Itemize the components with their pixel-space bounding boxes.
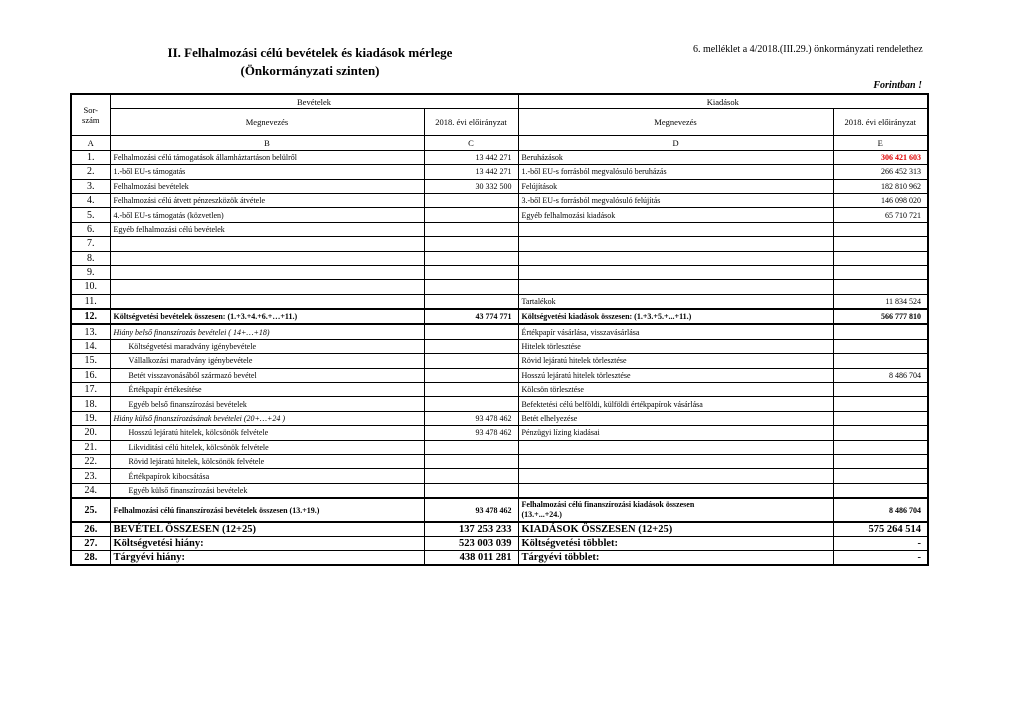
row-number: 5.	[71, 208, 110, 222]
row-number: 20.	[71, 426, 110, 440]
expense-name: Értékpapír vásárlása, visszavásárlása	[518, 324, 833, 339]
revenue-name: Hosszú lejáratú hitelek, kölcsönök felvétele	[110, 426, 424, 440]
row-number: 22.	[71, 454, 110, 468]
row-number: 18.	[71, 397, 110, 411]
revenue-value	[424, 368, 518, 382]
row-number: 3.	[71, 179, 110, 193]
header-letters-row	[71, 136, 928, 150]
expense-value	[833, 397, 928, 411]
table-row	[71, 383, 928, 397]
expense-name: 1.-ből EU-s forrásból megvalósuló beruházás	[518, 165, 833, 179]
revenue-value	[424, 339, 518, 353]
expense-name: Egyéb felhalmozási kiadások	[518, 208, 833, 222]
revenue-name	[110, 294, 424, 309]
table-row	[71, 411, 928, 425]
revenue-name: Felhalmozási bevételek	[110, 179, 424, 193]
row-number: 16.	[71, 368, 110, 382]
expense-value: -	[833, 551, 928, 566]
row-number: 7.	[71, 237, 110, 251]
expense-value: -	[833, 537, 928, 551]
row-number: 13.	[71, 324, 110, 339]
revenue-name: Likviditási célú hitelek, kölcsönök felvétele	[110, 440, 424, 454]
table-row	[71, 426, 928, 440]
table-row	[71, 483, 928, 498]
revenue-value	[424, 280, 518, 294]
revenue-name: Egyéb külső finanszírozási bevételek	[110, 483, 424, 498]
header-row-2	[71, 109, 928, 136]
table-row	[71, 237, 928, 251]
table-row	[71, 354, 928, 368]
header-bevetelek: Bevételek	[110, 94, 518, 109]
expense-value: 65 710 721	[833, 208, 928, 222]
row-number: 12.	[71, 309, 110, 324]
expense-value: 566 777 810	[833, 309, 928, 324]
row-number: 28.	[71, 551, 110, 566]
table-row	[71, 251, 928, 265]
expense-value: 8 486 704	[833, 368, 928, 382]
revenue-value	[424, 454, 518, 468]
title-line-2: (Önkormányzati szinten)	[240, 63, 380, 78]
revenue-value	[424, 237, 518, 251]
expense-name: Beruházások	[518, 150, 833, 164]
revenue-name: Felhalmozási célú átvett pénzeszközök átvétele	[110, 193, 424, 207]
row-number: 24.	[71, 483, 110, 498]
revenue-name: Felhalmozási célú támogatások államháztartáson belülről	[110, 150, 424, 164]
revenue-name: Hiány belső finanszírozás bevételei ( 14+…+18)	[110, 324, 424, 339]
expense-name: Felújítások	[518, 179, 833, 193]
expense-name-line1: Felhalmozási célú finanszírozási kiadások összesen	[521, 500, 695, 510]
revenue-value	[424, 208, 518, 222]
revenue-name: Értékpapírok kibocsátása	[110, 469, 424, 483]
row-number: 10.	[71, 280, 110, 294]
expense-name	[518, 483, 833, 498]
table-row	[71, 469, 928, 483]
row-number: 15.	[71, 354, 110, 368]
table-row-total	[71, 522, 928, 537]
expense-value	[833, 440, 928, 454]
expense-name: KIADÁSOK ÖSSZESEN (12+25)	[518, 522, 833, 537]
expense-value	[833, 324, 928, 339]
revenue-value: 523 003 039	[424, 537, 518, 551]
row-number: 19.	[71, 411, 110, 425]
revenue-name	[110, 265, 424, 279]
table-row	[71, 280, 928, 294]
row-number: 6.	[71, 222, 110, 236]
expense-name: Hosszú lejáratú hitelek törlesztése	[518, 368, 833, 382]
revenue-value	[424, 222, 518, 236]
revenue-name: 1.-ből EU-s támogatás	[110, 165, 424, 179]
expense-name	[518, 440, 833, 454]
revenue-name: Tárgyévi hiány:	[110, 551, 424, 566]
table-row	[71, 165, 928, 179]
revenue-name: Költségvetési bevételek összesen: (1.+3.+4.+6.+…+11.)	[110, 309, 424, 324]
table-row	[71, 397, 928, 411]
row-number: 25.	[71, 498, 110, 522]
row-number: 26.	[71, 522, 110, 537]
table-row	[71, 309, 928, 324]
table-row	[71, 454, 928, 468]
row-number: 27.	[71, 537, 110, 551]
table-row-total	[71, 537, 928, 551]
table-row	[71, 150, 928, 164]
expense-name: Pénzügyi lízing kiadásai	[518, 426, 833, 440]
revenue-name	[110, 280, 424, 294]
expense-value	[833, 411, 928, 425]
title-line-1: II. Felhalmozási célú bevételek és kiadások mérlege	[167, 45, 453, 60]
row-number: 9.	[71, 265, 110, 279]
expense-name	[518, 498, 833, 522]
table-row-total	[71, 551, 928, 566]
table-row	[71, 179, 928, 193]
expense-value	[833, 222, 928, 236]
row-number: 23.	[71, 469, 110, 483]
table-row	[71, 193, 928, 207]
expense-name: Befektetési célú belföldi, külföldi értékpapírok vásárlása	[518, 397, 833, 411]
revenue-value: 438 011 281	[424, 551, 518, 566]
expense-value: 306 421 603	[833, 150, 928, 164]
expense-value	[833, 339, 928, 353]
table-row	[71, 324, 928, 339]
expense-name-line2: (13.+...+24.)	[521, 510, 562, 520]
expense-value	[833, 454, 928, 468]
expense-value: 8 486 704	[833, 498, 928, 522]
table-row	[71, 368, 928, 382]
revenue-name	[110, 237, 424, 251]
expense-value	[833, 237, 928, 251]
revenue-name: Hiány külső finanszírozásának bevételei (20+…+24 )	[110, 411, 424, 425]
expense-value	[833, 251, 928, 265]
col-letter-d: D	[518, 136, 833, 150]
expense-value: 575 264 514	[833, 522, 928, 537]
expense-name	[518, 222, 833, 236]
expense-value: 182 810 962	[833, 179, 928, 193]
row-number: 4.	[71, 193, 110, 207]
col-letter-e: E	[833, 136, 928, 150]
table-row	[71, 440, 928, 454]
revenue-name: Betét visszavonásából származó bevétel	[110, 368, 424, 382]
table-row	[71, 222, 928, 236]
expense-name: Költségvetési kiadások összesen: (1.+3.+5.+...+11.)	[518, 309, 833, 324]
row-number: 1.	[71, 150, 110, 164]
header-megnevezes-d: Megnevezés	[518, 109, 833, 136]
expense-name	[518, 251, 833, 265]
revenue-name: Költségvetési maradvány igénybevétele	[110, 339, 424, 353]
expense-value	[833, 483, 928, 498]
revenue-value: 137 253 233	[424, 522, 518, 537]
expense-name	[518, 237, 833, 251]
header-megnevezes-b: Megnevezés	[110, 109, 424, 136]
expense-name: Költségvetési többlet:	[518, 537, 833, 551]
expense-value	[833, 354, 928, 368]
revenue-value: 93 478 462	[424, 498, 518, 522]
expense-name	[518, 454, 833, 468]
revenue-value: 93 478 462	[424, 426, 518, 440]
row-number: 11.	[71, 294, 110, 309]
unit-note: Forintban !	[873, 80, 922, 91]
revenue-value: 30 332 500	[424, 179, 518, 193]
revenue-value	[424, 483, 518, 498]
revenue-value	[424, 440, 518, 454]
row-number: 8.	[71, 251, 110, 265]
revenue-value	[424, 324, 518, 339]
expense-name: Tárgyévi többlet:	[518, 551, 833, 566]
revenue-value	[424, 193, 518, 207]
header-kiadasok: Kiadások	[518, 94, 928, 109]
revenue-value	[424, 383, 518, 397]
appendix-note: 6. melléklet a 4/2018.(III.29.) önkormányzati rendelethez	[693, 44, 923, 55]
revenue-name: Vállalkozási maradvány igénybevétele	[110, 354, 424, 368]
table-row	[71, 339, 928, 353]
expense-name: Betét elhelyezése	[518, 411, 833, 425]
expense-value: 266 452 313	[833, 165, 928, 179]
col-letter-b: B	[110, 136, 424, 150]
row-number: 14.	[71, 339, 110, 353]
expense-value	[833, 383, 928, 397]
expense-value: 11 834 524	[833, 294, 928, 309]
document-title	[120, 44, 500, 80]
expense-name	[518, 280, 833, 294]
revenue-name: 4.-ből EU-s támogatás (közvetlen)	[110, 208, 424, 222]
header-eloiranyzat-e: 2018. évi előirányzat	[833, 109, 928, 136]
revenue-name: Értékpapír értékesítése	[110, 383, 424, 397]
revenue-name: Rövid lejáratú hitelek, kölcsönök felvétele	[110, 454, 424, 468]
revenue-value	[424, 251, 518, 265]
expense-name: Hitelek törlesztése	[518, 339, 833, 353]
row-number: 21.	[71, 440, 110, 454]
revenue-name	[110, 251, 424, 265]
header-row-1	[71, 94, 928, 109]
col-letter-a: A	[71, 136, 110, 150]
revenue-name: BEVÉTEL ÖSSZESEN (12+25)	[110, 522, 424, 537]
expense-value	[833, 426, 928, 440]
revenue-value: 43 774 771	[424, 309, 518, 324]
table-row	[71, 294, 928, 309]
header-eloiranyzat-c: 2018. évi előirányzat	[424, 109, 518, 136]
expense-name	[518, 469, 833, 483]
col-letter-c: C	[424, 136, 518, 150]
revenue-value	[424, 397, 518, 411]
expense-name: Rövid lejáratú hitelek törlesztése	[518, 354, 833, 368]
revenue-value: 93 478 462	[424, 411, 518, 425]
expense-value	[833, 265, 928, 279]
expense-name: 3.-ből EU-s forrásból megvalósuló felújítás	[518, 193, 833, 207]
revenue-name: Egyéb belső finanszírozási bevételek	[110, 397, 424, 411]
revenue-value: 13 442 271	[424, 150, 518, 164]
revenue-name: Költségvetési hiány:	[110, 537, 424, 551]
revenue-value	[424, 294, 518, 309]
balance-table	[70, 93, 929, 566]
expense-value	[833, 280, 928, 294]
expense-value: 146 098 020	[833, 193, 928, 207]
revenue-value: 13 442 271	[424, 165, 518, 179]
header-sorszam: Sor- szám	[71, 94, 110, 136]
revenue-value	[424, 354, 518, 368]
table-row	[71, 265, 928, 279]
row-number: 2.	[71, 165, 110, 179]
revenue-name: Egyéb felhalmozási célú bevételek	[110, 222, 424, 236]
expense-name	[518, 265, 833, 279]
table-row-subtotal	[71, 498, 928, 522]
expense-name: Kölcsön törlesztése	[518, 383, 833, 397]
table-row	[71, 208, 928, 222]
row-number: 17.	[71, 383, 110, 397]
expense-value	[833, 469, 928, 483]
revenue-value	[424, 265, 518, 279]
revenue-name: Felhalmozási célú finanszírozási bevételek összesen (13.+19.)	[110, 498, 424, 522]
revenue-value	[424, 469, 518, 483]
expense-name: Tartalékok	[518, 294, 833, 309]
